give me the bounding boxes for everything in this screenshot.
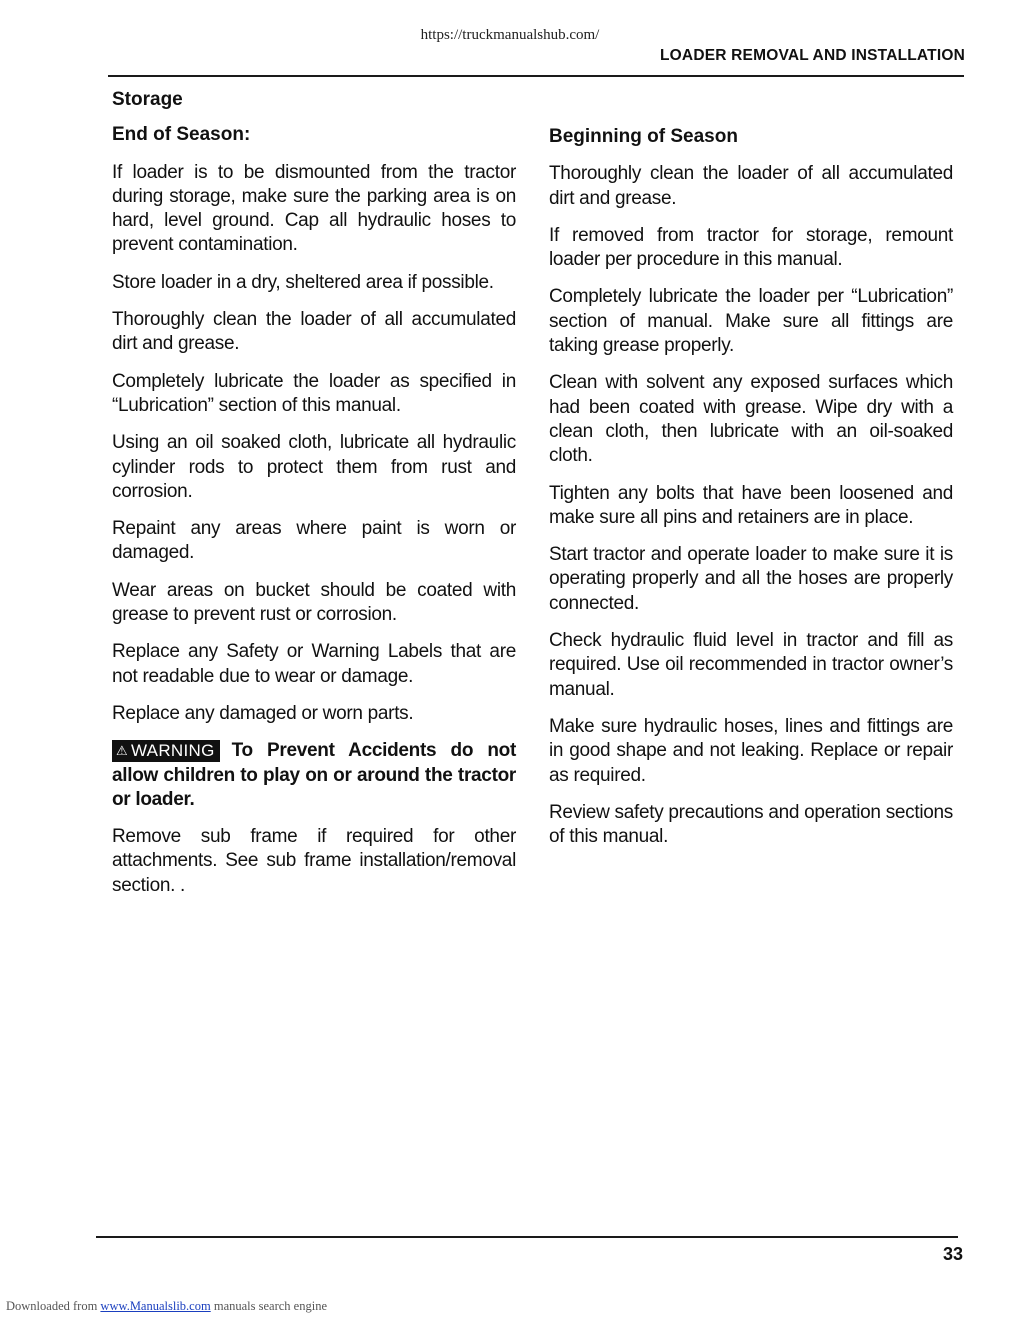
paragraph: Completely lubricate the loader as specified in “Lubrication” section of this manual.	[112, 370, 516, 416]
warning-badge	[112, 740, 220, 762]
footer-suffix: manuals search engine	[213, 1299, 327, 1313]
paragraph: Wear areas on bucket should be coated with grease to prevent rust or corrosion.	[112, 579, 516, 626]
subsection-title-end-of-season: End of Season:	[112, 124, 251, 146]
paragraph: If loader is to be dismounted from the tractor during storage, make sure the parking area is on hard, level ground. Cap all hydraulic hoses to prevent contamination.	[112, 161, 516, 256]
paragraph: Thoroughly clean the loader of all accumulated dirt and grease.	[112, 309, 516, 355]
paragraph: Using an oil soaked cloth, lubricate all hydraulic cylinder rods to protect them from rust and corrosion.	[112, 432, 516, 502]
page-number: 33	[942, 1244, 963, 1264]
paragraph: Repaint any areas where paint is worn or damaged.	[112, 518, 516, 564]
paragraph: If removed from tractor for storage, remount loader per procedure in this manual.	[549, 224, 953, 271]
warning-notice	[112, 739, 516, 812]
download-footer	[6, 1299, 327, 1314]
paragraph: Completely lubricate the loader per “Lubrication” section of manual. Make sure all fittings are taking grease properly.	[549, 286, 953, 357]
page-header-title: LOADER REMOVAL AND INSTALLATION	[660, 47, 965, 64]
subsection-title-beginning-of-season: Beginning of Season	[549, 126, 738, 147]
warning-text: To Prevent Accidents do not allow children to play on or around the tractor or loader.	[112, 740, 516, 810]
paragraph: Start tractor and operate loader to make sure it is operating properly and all the hoses are properly connected.	[549, 544, 953, 614]
paragraph: Thoroughly clean the loader of all accumulated dirt and grease.	[549, 163, 953, 209]
paragraph: Replace any damaged or worn parts.	[112, 702, 414, 724]
paragraph: Check hydraulic fluid level in tractor and fill as required. Use oil recommended in tractor owner’s manual.	[549, 630, 953, 700]
paragraph: Review safety precautions and operation sections of this manual.	[549, 801, 953, 848]
paragraph: Tighten any bolts that have been loosened and make sure all pins and retainers are in place.	[549, 482, 953, 528]
warning-label: WARNING	[130, 741, 215, 761]
left-column	[112, 88, 516, 911]
warning-triangle-icon: ⚠	[116, 743, 128, 759]
paragraph: Clean with solvent any exposed surfaces which had been coated with grease. Wipe dry with a clean cloth, then lubricate with an oil-soaked cloth.	[549, 372, 953, 467]
header-divider	[108, 75, 964, 77]
paragraph: Remove sub frame if required for other attachments. See sub frame installation/removal section. .	[112, 826, 516, 896]
section-title-storage: Storage	[112, 89, 183, 110]
footer-divider	[96, 1236, 958, 1238]
paragraph: Make sure hydraulic hoses, lines and fittings are in good shape and not leaking. Replace or repair as required.	[549, 715, 953, 786]
manualslib-link[interactable]: www.Manualslib.com	[100, 1299, 211, 1313]
paragraph: Replace any Safety or Warning Labels that are not readable due to wear or damage.	[112, 641, 516, 687]
footer-prefix: Downloaded from	[6, 1299, 98, 1313]
right-column	[549, 125, 953, 862]
paragraph: Store loader in a dry, sheltered area if possible.	[112, 271, 494, 293]
source-url: https://truckmanualshub.com/	[420, 27, 600, 43]
